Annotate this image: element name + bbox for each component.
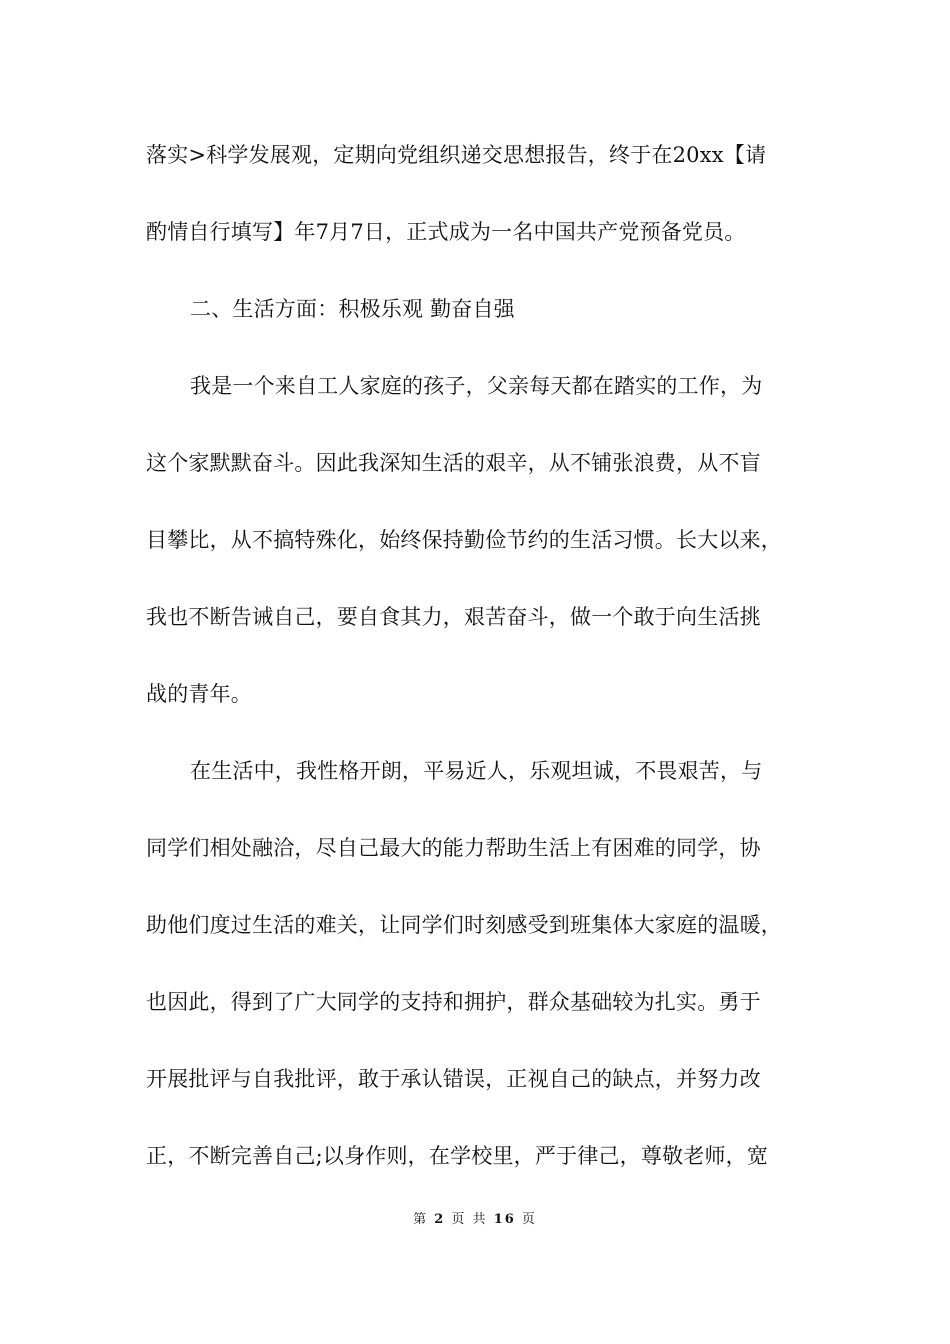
- text-line: 正，不断完善自己;以身作则，在学校里，严于律己，尊敬老师，宽: [146, 1144, 769, 1168]
- text-line: 目攀比，从不搞特殊化，始终保持勤俭节约的生活习惯。长大以来，: [146, 528, 782, 552]
- body-text: [146, 130, 816, 1208]
- footer-middle: 页 共: [451, 1212, 488, 1227]
- text-line: 酌情自行填写】年7月7日，正式成为一名中国共产党预备党员。: [146, 220, 746, 244]
- page-number: 2: [434, 1212, 446, 1227]
- text-line: 战的青年。: [146, 682, 252, 706]
- page-footer: [0, 1208, 950, 1227]
- text-line: 助他们度过生活的难关，让同学们时刻感受到班集体大家庭的温暖，: [146, 913, 782, 937]
- text-line: 这个家默默奋斗。因此我深知生活的艰辛，从不铺张浪费，从不盲: [146, 451, 761, 475]
- text-line: 我是一个来自工人家庭的孩子，父亲每天都在踏实的工作，为: [190, 374, 763, 398]
- text-line: 开展批评与自我批评，敢于承认错误，正视自己的缺点，并努力改: [146, 1067, 761, 1091]
- text-line: 同学们相处融洽，尽自己最大的能力帮助生活上有困难的同学，协: [146, 836, 761, 860]
- footer-suffix: 页: [521, 1212, 537, 1227]
- text-line: 在生活中，我性格开朗，平易近人，乐观坦诚，不畏艰苦，与: [190, 759, 763, 783]
- text-line: 我也不断告诫自己，要自食其力，艰苦奋斗，做一个敢于向生活挑: [146, 605, 761, 629]
- total-pages: 16: [493, 1212, 516, 1227]
- text-line: 也因此，得到了广大同学的支持和拥护，群众基础较为扎实。勇于: [146, 990, 761, 1014]
- footer-prefix: 第: [413, 1212, 429, 1227]
- text-line: 落实>科学发展观，定期向党组织递交思想报告，终于在20xx【请: [146, 143, 767, 167]
- section-heading: 二、生活方面：积极乐观 勤奋自强: [190, 297, 515, 321]
